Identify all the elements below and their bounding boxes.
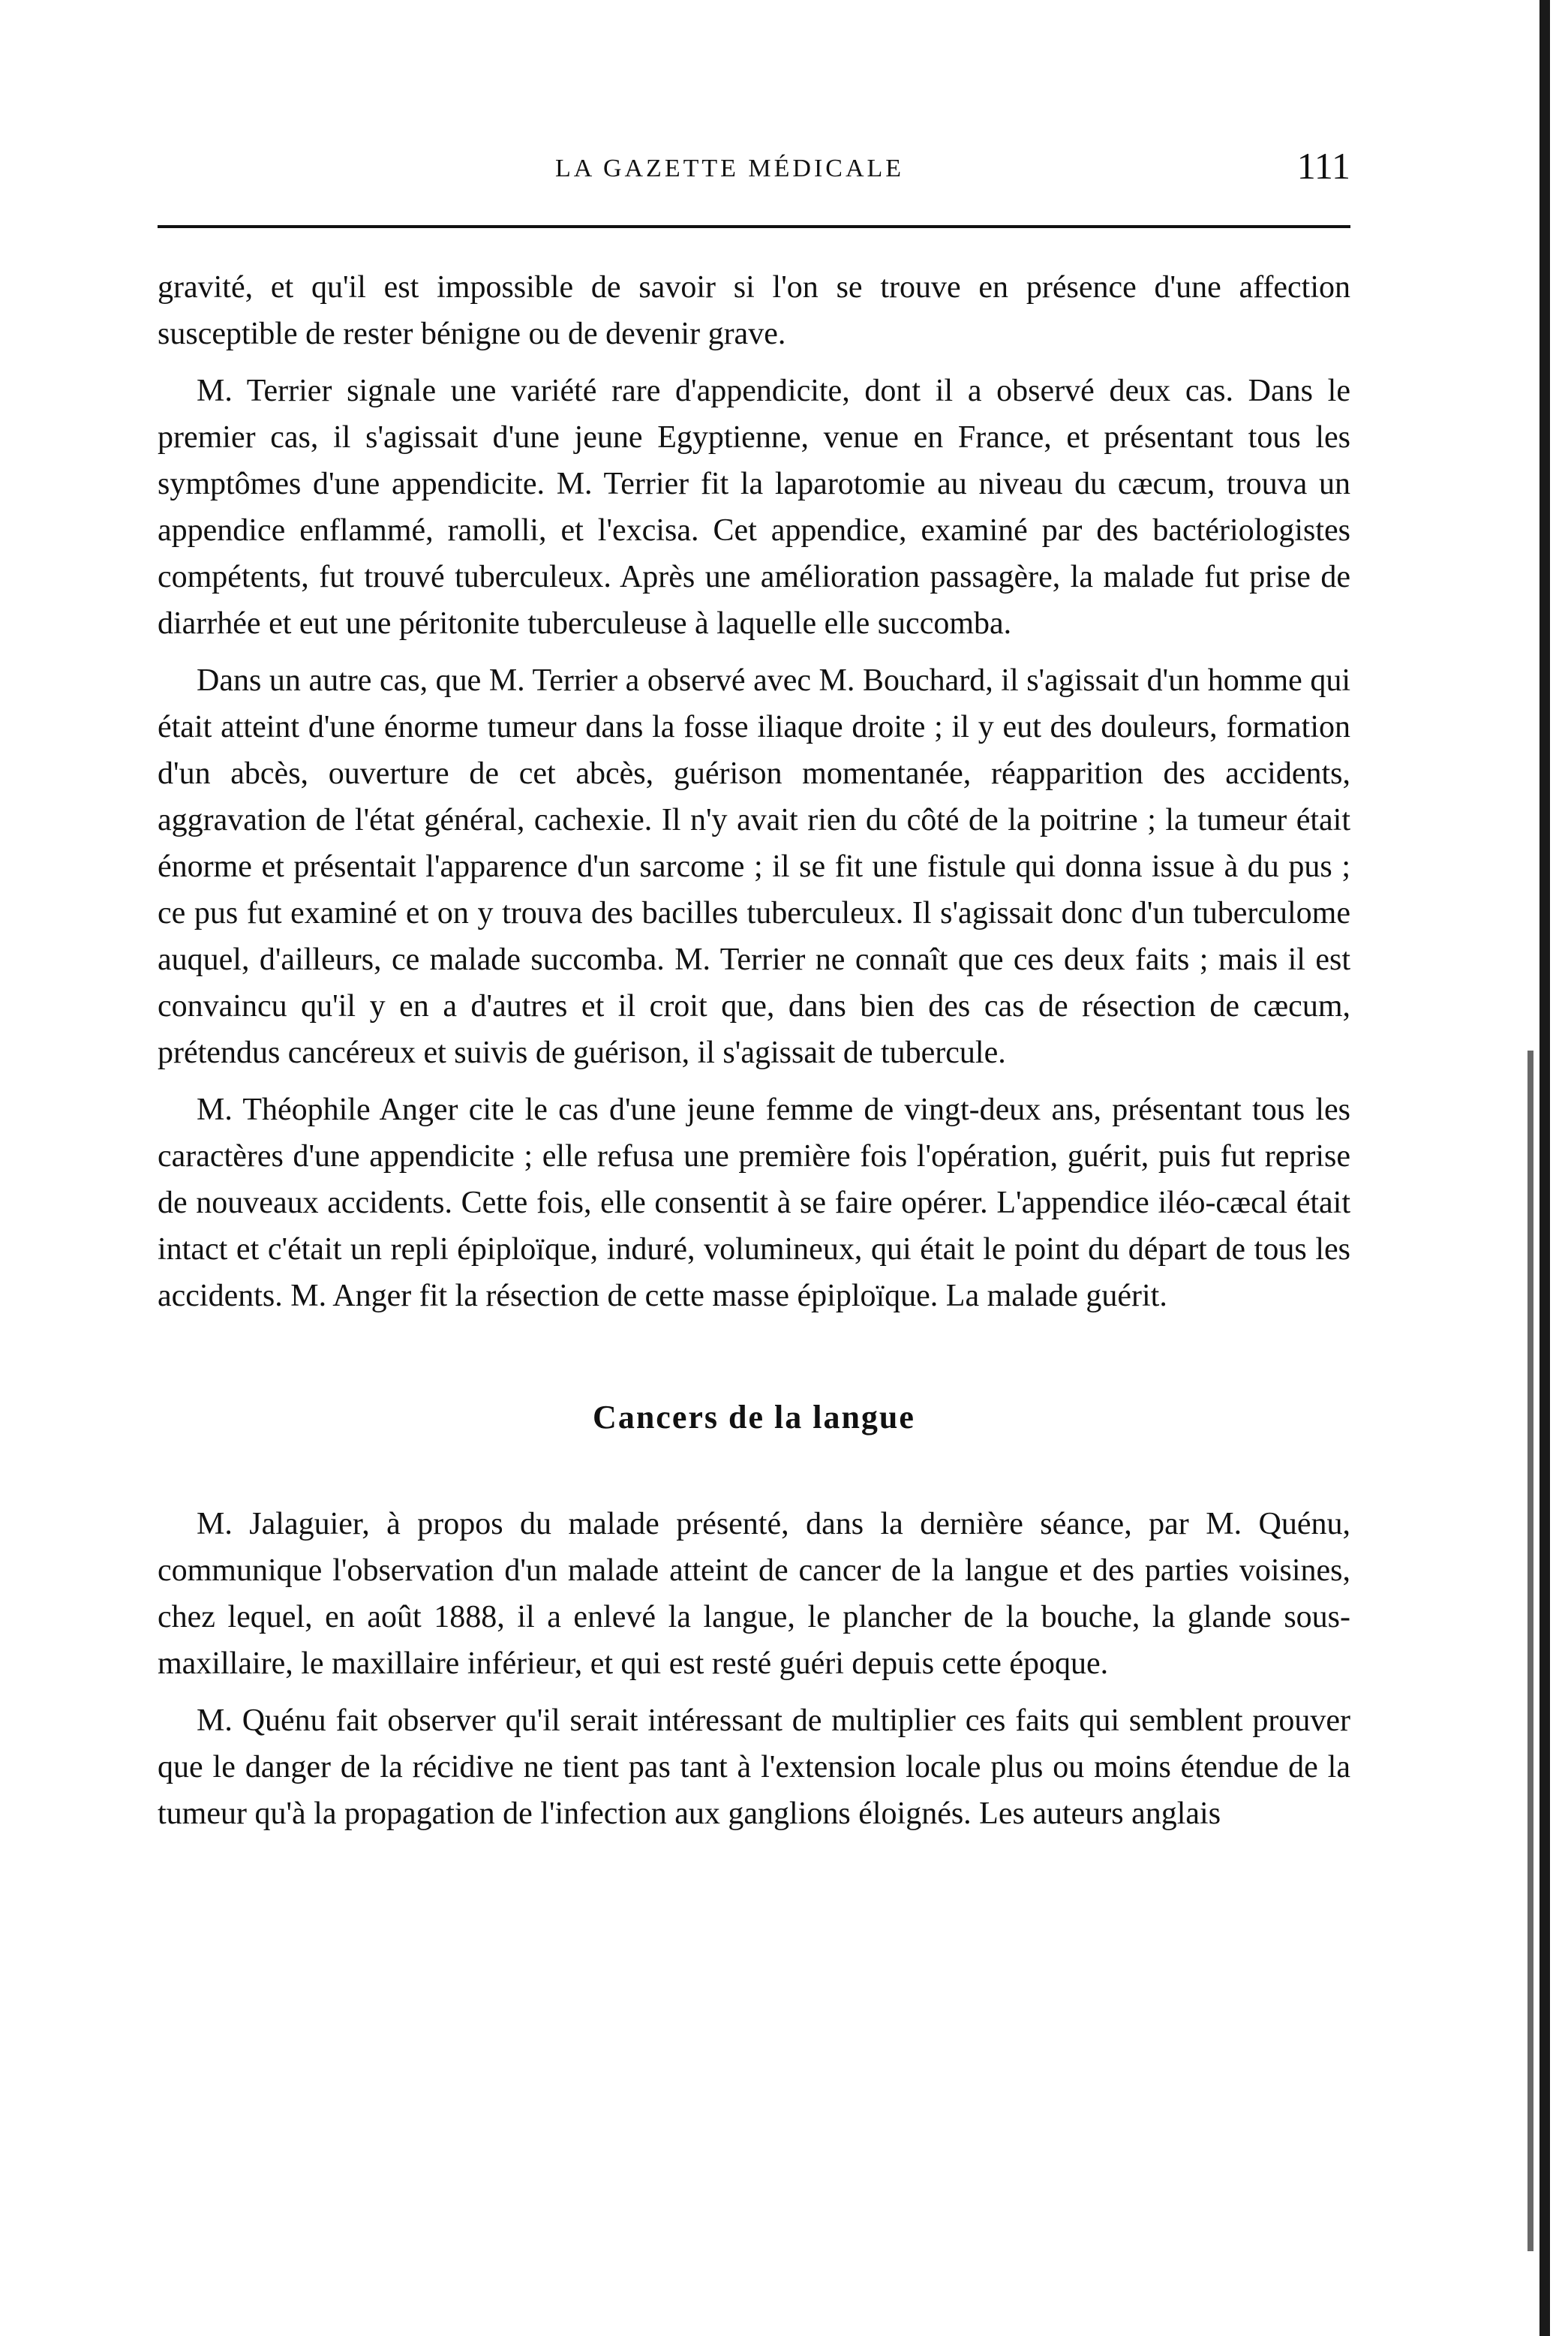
paragraph: Dans un autre cas, que M. Terrier a observé avec M. Bouchard, il s'agissait d'un homme qui était atteint d'une énorme tumeur dans la fosse iliaque droite ; il y eut des douleurs, formation d'un abcès, ouverture de cet abcès, guérison momentanée, réapparition des accidents, aggravation de l'état général, cachexie. Il n'y avait rien du côté de la poitrine ; la tumeur était énorme et présentait l'apparence d'un sarcome ; il se fit une fistule qui donna issue à du pus ; ce pus fut examiné et on y trouva des bacilles tuberculeux. Il s'agissait donc d'un tuberculome auquel, d'ailleurs, ce malade succomba. M. Terrier ne connaît que ces deux faits ; mais il est convaincu qu'il y en a d'autres et il croit que, dans bien des cas de résection de cæcum, prétendus cancéreux et suivis de guérison, il s'agissait de tubercule. (158, 663, 1350, 1070)
page-number: 111 (1296, 145, 1350, 187)
section-heading: Cancers de la langue (593, 1399, 915, 1436)
paragraph: gravité, et qu'il est impossible de savoir si l'on se trouve en présence d'une affection susceptible de rester bénigne ou de devenir grave. (158, 270, 1350, 351)
paragraph: M. Terrier signale une variété rare d'appendicite, dont il a observé deux cas. Dans le premier cas, il s'agissait d'une jeune Egyptienne, venue en France, et présentant tous les symptômes d'une appendicite. M. Terrier fit la laparotomie au niveau du cæcum, trouva un appendice enflammé, ramolli, et l'excisa. Cet appendice, examiné par des bactériologistes compétents, fut trouvé tuberculeux. Après une amélioration passagère, la malade fut prise de diarrhée et eut une péritonite tuberculeuse à laquelle elle succomba. (158, 374, 1350, 641)
running-title: LA GAZETTE MÉDICALE (555, 155, 905, 182)
paragraph: M. Quénu fait observer qu'il serait intéressant de multiplier ces faits qui semblent prouver que le danger de la récidive ne tient pas tant à l'extension locale plus ou moins étendue de la tumeur qu'à la propagation de l'infection aux ganglions éloignés. Les auteurs anglais (158, 1703, 1350, 1831)
paragraph: M. Jalaguier, à propos du malade présenté, dans la dernière séance, par M. Quénu, communique l'observation d'un malade atteint de cancer de la langue et des parties voisines, chez lequel, en août 1888, il a enlevé la langue, le plancher de la bouche, la glande sous-maxillaire, le maxillaire inférieur, et qui est resté guéri depuis cette époque. (158, 1507, 1350, 1681)
paragraph: M. Théophile Anger cite le cas d'une jeune femme de vingt-deux ans, présentant tous les caractères d'une appendicite ; elle refusa une première fois l'opération, guérit, puis fut reprise de nouveaux accidents. Cette fois, elle consentit à se faire opérer. L'appendice iléo-cæcal était intact et c'était un repli épiploïque, induré, volumineux, qui était le point du départ de tous les accidents. M. Anger fit la résection de cette masse épiploïque. La malade guérit. (158, 1093, 1350, 1313)
scan-edge-shadow (1539, 0, 1550, 2336)
body-text (158, 264, 1350, 1847)
header-rule (158, 225, 1350, 228)
running-header (158, 144, 1350, 197)
scan-edge-shadow-inner (1527, 1051, 1533, 2251)
